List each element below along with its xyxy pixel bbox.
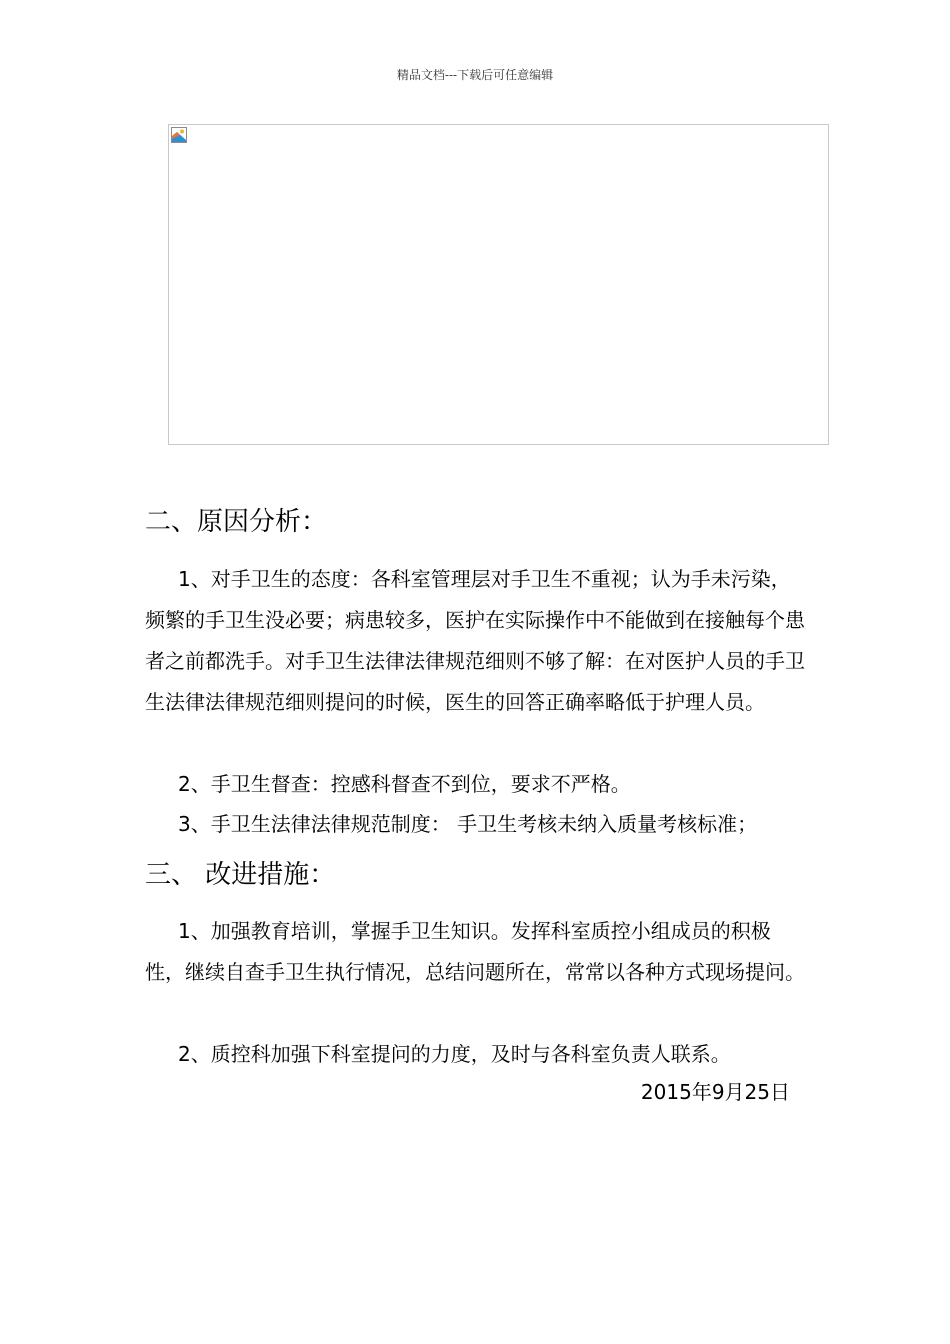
broken-image-icon	[171, 127, 187, 143]
document-date: 2015年9月25日	[640, 1080, 790, 1104]
section-heading-cause-analysis: 二、原因分析：	[145, 507, 328, 537]
paragraph-cause-3: 3、手卫生法律法律规范制度： 手卫生考核未纳入质量考核标准；	[178, 812, 758, 836]
paragraph-improvement-2: 2、质控科加强下科室提问的力度，及时与各科室负责人联系。	[178, 1042, 731, 1066]
page-header: 精品文档---下载后可任意编辑	[396, 68, 554, 82]
image-placeholder	[168, 124, 829, 445]
paragraph-improvement-1: 1、加强教育培训，掌握手卫生知识。发挥科室质控小组成员的积极性，继续自查手卫生执行情况，总结问题所在，常常以各种方式现场提问。	[145, 919, 805, 984]
section-heading-improvement: 三、 改进措施：	[145, 860, 336, 890]
paragraph-cause-1: 1、对手卫生的态度：各科室管理层对手卫生不重视；认为手未污染，频繁的手卫生没必要；病患较多，医护在实际操作中不能做到在接触每个患者之前都洗手。对手卫生法律法律规范细则不够了解：在对医护人员的手卫生法律法律规范细则提问的时候，医生的回答正确率略低于护理人员。	[145, 567, 805, 714]
paragraph-cause-2: 2、手卫生督查：控感科督查不到位，要求不严格。	[178, 772, 631, 796]
